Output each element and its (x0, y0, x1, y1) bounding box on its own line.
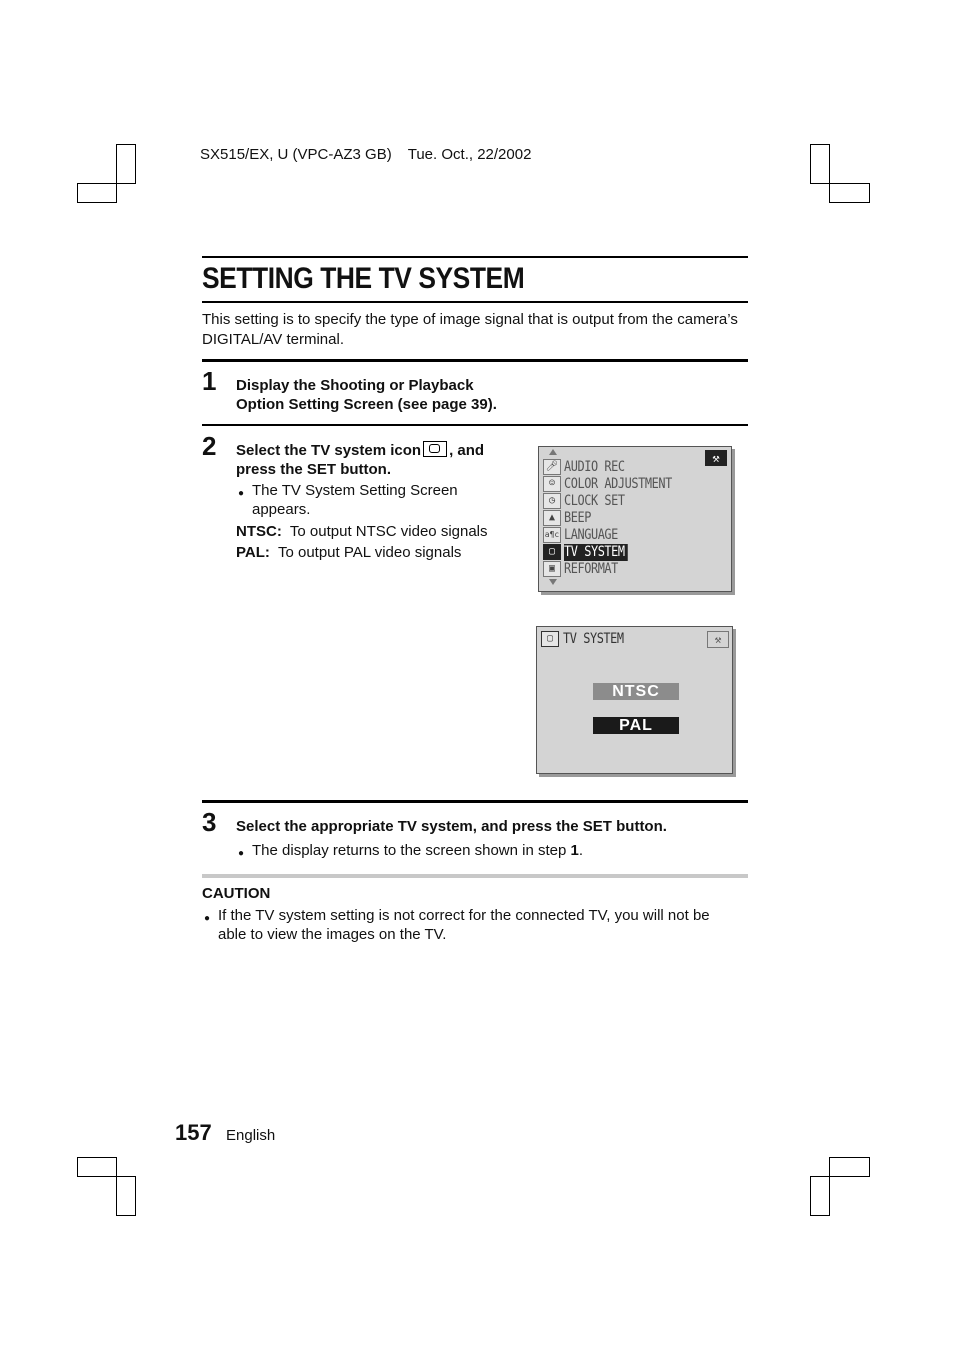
header-info (200, 146, 547, 163)
title-rule-top (202, 256, 748, 258)
crop-mark (829, 1157, 870, 1177)
option-setting-screen (538, 446, 732, 592)
page-title: SETTING THE TV SYSTEM (202, 262, 525, 295)
footer-language: English (226, 1127, 276, 1144)
step2-rule (202, 424, 748, 426)
scroll-up-arrow (549, 449, 557, 455)
step2-text-line1: Select the TV system icon , and (236, 442, 485, 459)
wrench-icon: ⚒ (705, 450, 727, 466)
crop-mark (829, 183, 870, 203)
menu-item-beep: ▲ BEEP (543, 510, 733, 527)
intro-text: This setting is to specify the type of image signal that is output from the camera’s DIGITAL/AV terminal. (202, 311, 738, 348)
step2-number: 2 (202, 431, 217, 461)
pal-label: PAL: (236, 544, 270, 561)
option-pal: PAL (593, 717, 679, 734)
crop-mark (116, 144, 136, 184)
card-icon: ▣ (543, 561, 561, 577)
pal-description: PAL: To output PAL video signals (236, 544, 462, 561)
menu-item-color-adjustment: ☺ COLOR ADJUSTMENT (543, 476, 733, 493)
bell-icon: ▲ (543, 510, 561, 526)
crop-mark (810, 144, 830, 184)
tv-icon: ▢ (541, 631, 559, 647)
tv-system-screen (536, 626, 733, 774)
step3-rule (202, 800, 748, 803)
title-rule-bottom (202, 301, 748, 303)
menu-item-language: a¶c LANGUAGE (544, 527, 618, 543)
ntsc-label: NTSC: (236, 523, 282, 540)
menu-item-tv-system: ▢ TV SYSTEM (543, 544, 733, 561)
step1-rule (202, 359, 748, 362)
step2-bullet: ● The TV System Setting Screen appears. (252, 481, 458, 519)
step3-bullet: ● The display returns to the screen shown in step 1. (252, 841, 583, 860)
menu-item-clock-set: ◷ CLOCK SET (543, 493, 733, 510)
ntsc-description: NTSC: To output NTSC video signals (236, 523, 488, 540)
step3-text: Select the appropriate TV system, and press the SET button. (236, 818, 667, 835)
language-icon: a¶c (543, 527, 561, 543)
palette-icon: ☺ (543, 476, 561, 492)
clock-icon: ◷ (543, 493, 561, 509)
crop-mark (810, 1176, 830, 1216)
menu-item-reformat: ▣ REFORMAT (543, 561, 733, 578)
step2-text (236, 441, 526, 479)
step1-text (236, 376, 497, 414)
tv-system-screen-title: TV SYSTEM (563, 631, 624, 647)
step1-number: 1 (202, 366, 217, 396)
crop-mark (77, 183, 117, 203)
crop-mark (77, 1157, 117, 1177)
mic-icon: 🎤︎ (543, 459, 561, 475)
option-ntsc: NTSC (593, 683, 679, 700)
step1-text-line1: Display the Shooting or Playback (236, 377, 474, 394)
crop-mark (116, 1176, 136, 1216)
scroll-down-arrow (549, 579, 557, 585)
step2-text-line2: press the SET button. (236, 461, 392, 478)
caution-heading: CAUTION (202, 885, 271, 902)
step3-number: 3 (202, 807, 217, 837)
header-date: Tue. Oct., 22/2002 (407, 146, 532, 163)
tv-icon: ▢ (543, 544, 561, 560)
header-model: SX515/EX, U (VPC-AZ3 GB) (200, 146, 392, 163)
caution-text: ● If the TV system setting is not correct for the connected TV, you will not be able to view the images on the TV. (218, 906, 748, 944)
wrench-icon: ⚒ (707, 631, 729, 648)
menu-item-audio-rec: 🎤︎ AUDIO REC (543, 459, 733, 476)
caution-rule (202, 874, 748, 878)
step1-text-line2: Option Setting Screen (see page 39). (236, 396, 497, 413)
tv-icon (423, 441, 447, 457)
page-number: 157 (175, 1120, 212, 1145)
